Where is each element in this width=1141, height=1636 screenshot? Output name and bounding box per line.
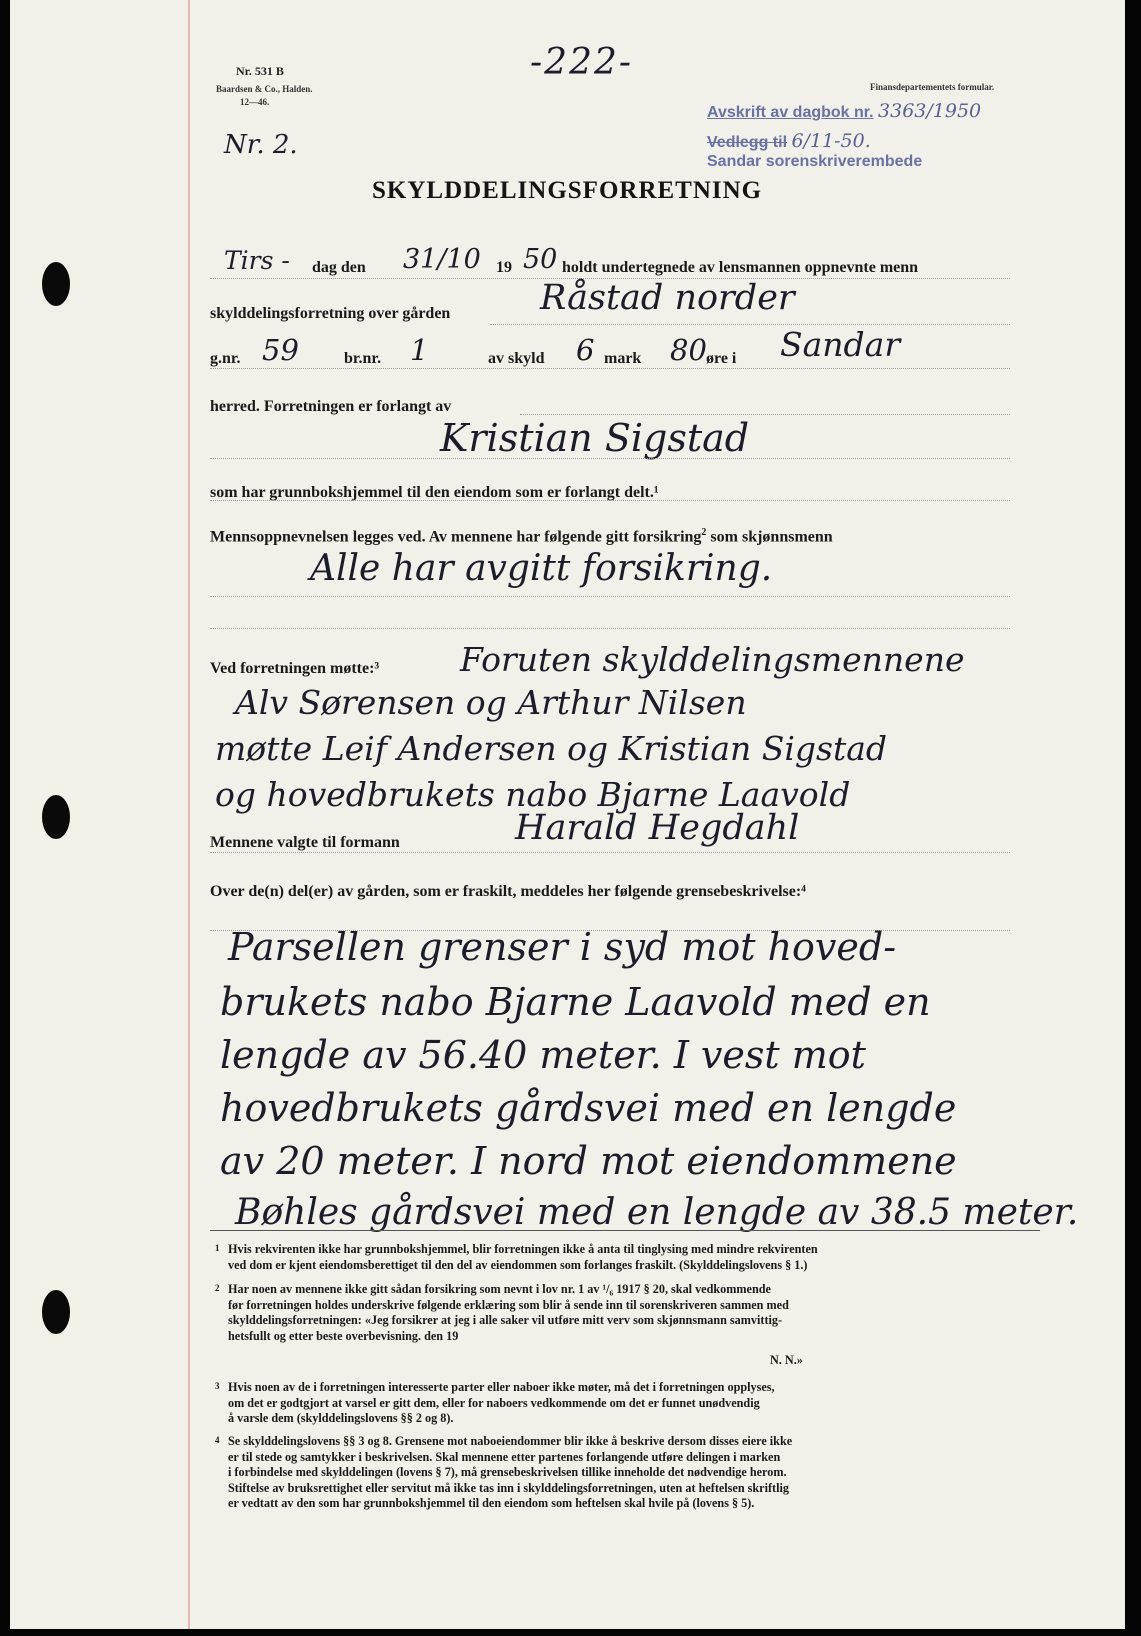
- ministry-form-label: Finansdepartementets formular.: [870, 82, 995, 92]
- footnote-2-marker: 2: [215, 1283, 220, 1293]
- form-number: Nr. 531 B: [236, 64, 284, 78]
- label-herred: herred. Forretningen er forlangt av: [210, 398, 452, 415]
- margin-rule: [188, 0, 190, 1629]
- insurance-handwritten: Alle har avgitt forsikring.: [310, 548, 773, 589]
- boundary-line-6: Bøhles gårdsvei med en lengde av 38.5 meter.: [235, 1192, 1079, 1233]
- label-grunnbok: som har grunnbokshjemmel til den eiendom som er forlangt delt.¹: [210, 484, 659, 501]
- skyld-mark-value: 6: [576, 333, 595, 367]
- document-page: [10, 0, 1125, 1629]
- label-dag-den: dag den: [312, 259, 366, 276]
- municipality-handwritten: Sandar: [780, 325, 901, 364]
- footnote-1: Hvis rekvirenten ikke har grunnbokshjemmel, blir forretningen ikke å anta til tinglysing med mindre rekvirenten ved dom er kjent eiendomsberettiget til den del av eiendommen som forlanges fraskilt. (Skylddelingslovens § 1.): [228, 1242, 818, 1272]
- attendees-line-3: møtte Leif Andersen og Kristian Sigstad: [215, 729, 888, 768]
- requester-handwritten: Kristian Sigstad: [440, 416, 750, 460]
- attendees-line-1: Foruten skylddelingsmennene: [460, 640, 965, 679]
- footnote-3-marker: 3: [215, 1381, 220, 1391]
- page-title: SKYLDDELINGSFORRETNING: [372, 177, 763, 204]
- date-handwritten: 31/10: [403, 244, 481, 275]
- handwritten-number-note: Nr. 2.: [224, 130, 298, 160]
- gnr-value: 59: [262, 333, 299, 367]
- punch-hole: [42, 262, 70, 306]
- punch-hole: [42, 1290, 70, 1334]
- punch-hole: [42, 795, 70, 839]
- footnote-separator: [210, 1230, 1040, 1231]
- label-grensebeskrivelse: Over de(n) del(er) av gården, som er fraskilt, meddeles her følgende grensebeskrivelse:⁴: [210, 883, 806, 900]
- label-mark: mark: [604, 350, 642, 367]
- footnote-2-signature: N. N.»: [770, 1353, 803, 1367]
- boundary-line-3: lengde av 56.40 meter. I vest mot: [220, 1033, 866, 1077]
- label-gnr: g.nr.: [210, 350, 241, 367]
- footnote-2: Har noen av mennene ikke gitt sådan forsikring som nevnt i lov nr. 1 av ¹/₆ 1917 § 20, skal vedkommende før forretningen holdes underskrive følgende erklæring som blir å sende inn til sorenskriveren sammen med skylddelingsforretningen: «Jeg forsikrer at jeg i alle saker vil utføre mitt verv som skjønnsmann samvittig- hetsfullt og etter beste overbevisning. den 19: [228, 1282, 789, 1343]
- skyld-ore-value: 80: [670, 333, 707, 367]
- print-date: 12—46.: [240, 97, 270, 107]
- label-holdt: holdt undertegnede av lensmannen oppnevnte menn: [562, 259, 919, 276]
- weekday-handwritten: Tirs -: [224, 246, 290, 275]
- boundary-line-1: Parsellen grenser i syd mot hoved-: [228, 925, 897, 969]
- label-ore-i: øre i: [706, 350, 737, 367]
- footnote-4-marker: 4: [215, 1435, 220, 1445]
- footnote-1-marker: 1: [215, 1243, 220, 1253]
- label-year-prefix: 19: [496, 259, 512, 276]
- label-mennsoppnevnelsen: Mennsoppnevnelsen legges ved. Av mennene har følgende gitt forsikring$^2$ som skjønnsmenn: [210, 527, 833, 546]
- year-suffix-handwritten: 50: [523, 244, 558, 275]
- label-motte: Ved forretningen møtte:³: [210, 660, 380, 677]
- stamp-line-3: Sandar sorenskriverembede: [707, 153, 923, 170]
- printer-name: Baardsen & Co., Halden.: [216, 84, 313, 94]
- page-number: -222-: [530, 42, 634, 83]
- label-brnr: br.nr.: [344, 350, 382, 367]
- stamp-line-1: Avskrift av dagbok nr. 3363/1950: [707, 100, 982, 122]
- attendees-line-2: Alv Sørensen og Arthur Nilsen: [235, 683, 747, 722]
- boundary-line-5: av 20 meter. I nord mot eiendommene: [220, 1139, 957, 1183]
- brnr-value: 1: [410, 333, 429, 367]
- boundary-line-2: brukets nabo Bjarne Laavold med en: [220, 980, 931, 1024]
- footnote-3: Hvis noen av de i forretningen interesserte parter eller naboer ikke møter, må det i forretningen opplyses, om det er godtgjort at varsel er gitt dem, eller for naboers vedkommende om det er funnet unødvendig å varsle dem (skylddelingslovens §§ 2 og 8).: [228, 1380, 775, 1425]
- boundary-line-4: hovedbrukets gårdsvei med en lengde: [220, 1086, 957, 1130]
- attendees-line-4: og hovedbrukets nabo Bjarne Laavold: [215, 775, 851, 814]
- footnote-4: Se skylddelingslovens §§ 3 og 8. Grensene mot naboeiendommer blir ikke å beskrive dersom disses eiere ikke er til stede og samtykker i beskrivelsen. Skal mennene etter partenes forlangende utføre delingen i marken i forbindelse med skylddelingen (lovens § 7), må grensebeskrivelsen tillike inneholde det nødvendige herom. Stiftelse av bruksrettighet eller servitut må ikke tas inn i skylddelingsforretningen, uten at heftelsen skriftlig er vedtatt av den som har grunnbokshjemmel til den eiendom som heftelsen skal hvile på (lovens § 5).: [228, 1434, 793, 1510]
- stamp-line-2: Vedlegg til 6/11-50.: [707, 130, 871, 152]
- farm-name-handwritten: Råstad norder: [540, 278, 795, 318]
- label-over-garden: skylddelingsforretning over gården: [210, 305, 451, 322]
- label-av-skyld: av skyld: [488, 350, 545, 367]
- chairman-handwritten: Harald Hegdahl: [515, 808, 800, 848]
- label-formann: Mennene valgte til formann: [210, 834, 400, 851]
